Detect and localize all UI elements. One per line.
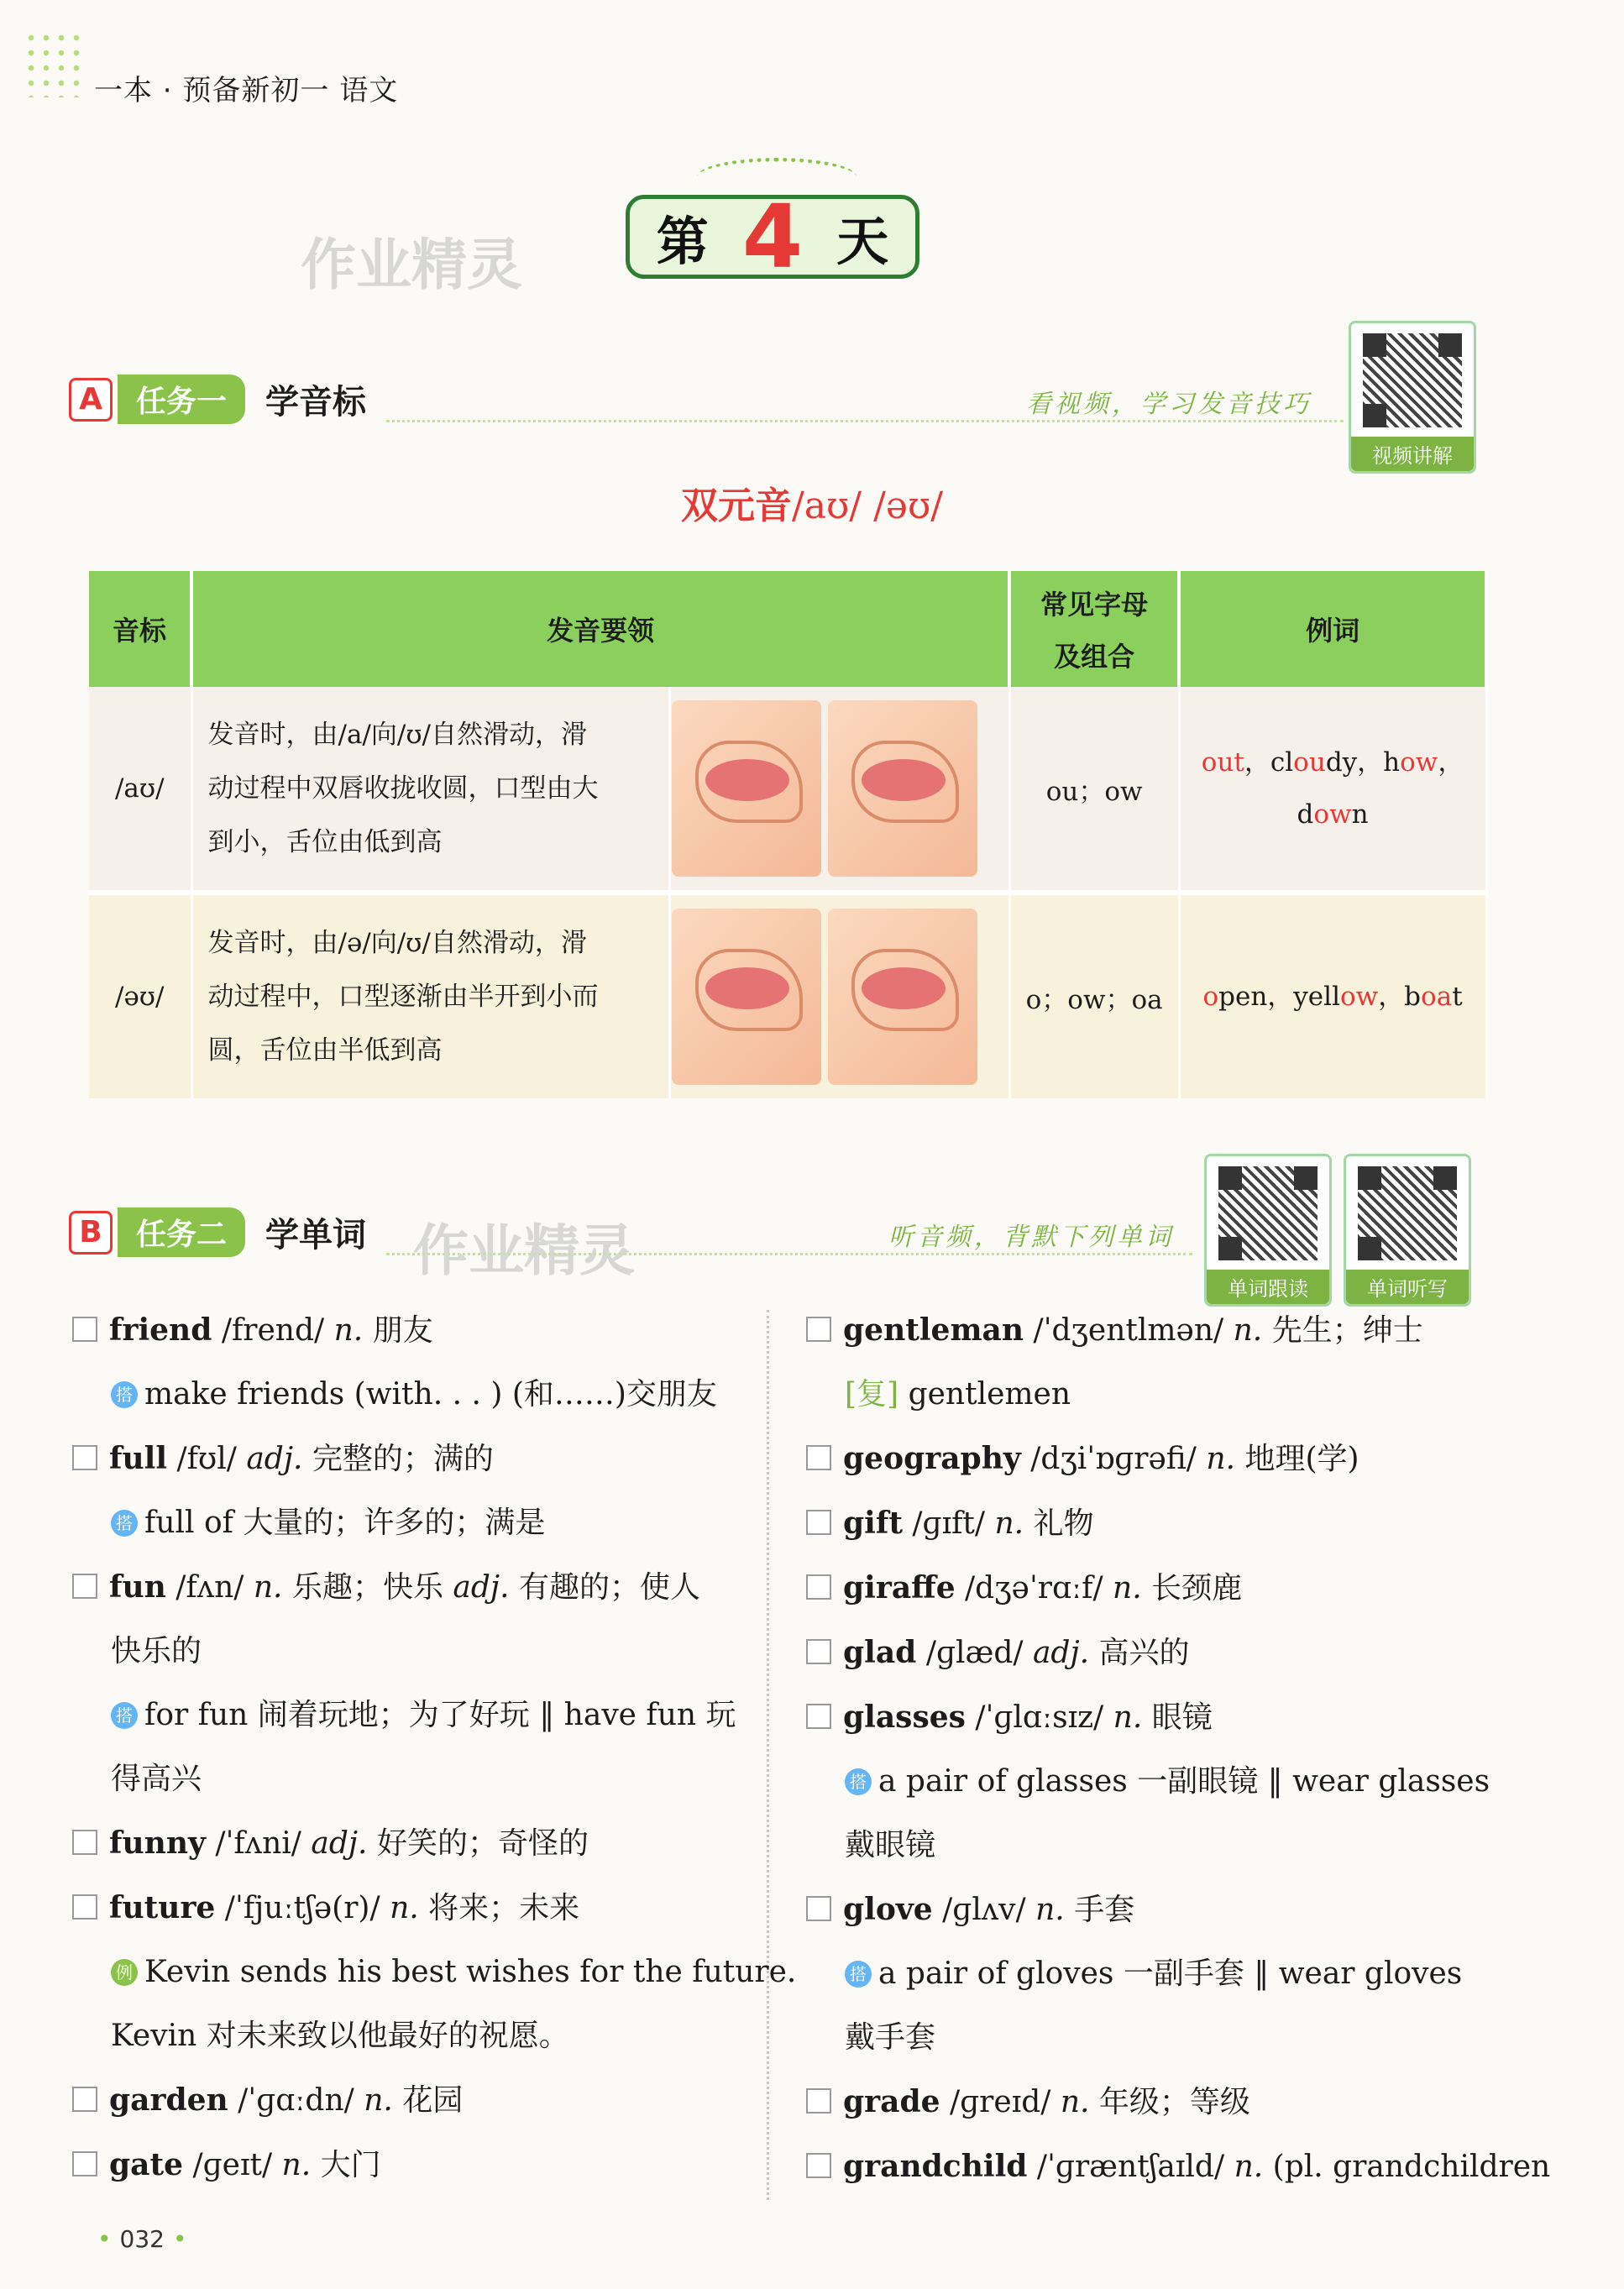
phrase-line: 搭 full of 大量的；许多的；满是 [72, 1491, 752, 1555]
row-examples [1179, 687, 1486, 890]
continuation-line: 快乐的 [111, 1634, 202, 1668]
checkbox[interactable] [806, 1704, 831, 1729]
list-item: glove /ɡlʌv/ n. 手套 [806, 1878, 1562, 1942]
tip-line: 动过程中，口型逐渐由半开到小而 [207, 982, 599, 1012]
watermark: 作业精灵 [413, 1218, 635, 1283]
tip-line: 发音时，由/a/向/ʊ/自然滑动，滑 [207, 720, 587, 750]
list-item: funny /ˈfʌni/ adj. 好笑的；奇怪的 [72, 1811, 752, 1876]
continuation-line: 得高兴 [111, 1762, 202, 1796]
header-tips: 发音要领 [191, 571, 1009, 687]
mouth-diagram-start [672, 700, 821, 877]
row-tips [191, 895, 669, 1098]
list-item: friend /frend/ n. 朋友 [72, 1298, 752, 1363]
qr-code-video[interactable] [1349, 321, 1476, 474]
list-item: grade /ɡreɪd/ n. 年级；等级 [806, 2070, 1562, 2134]
list-item: grandchild /ˈɡræntʃaɪld/ n. (pl. grandchildren [806, 2134, 1562, 2199]
qr-code-read-along[interactable] [1204, 1154, 1332, 1307]
checkbox[interactable] [806, 1896, 831, 1921]
phrase-tag-icon: 搭 [111, 1702, 138, 1729]
phrase-tag-icon: 搭 [111, 1510, 138, 1537]
header-ipa: 音标 [89, 571, 191, 687]
diphthong-label: 双元音 [680, 485, 792, 527]
book-header-title: 一本 · 预备新初一 语文 [94, 74, 399, 107]
checkbox[interactable] [72, 1574, 97, 1599]
phrase-tag-icon: 搭 [845, 1768, 872, 1795]
checkbox[interactable] [806, 1510, 831, 1535]
checkbox[interactable] [72, 1830, 97, 1855]
section-letter: B [69, 1211, 113, 1254]
day-title [626, 186, 919, 288]
continuation-line: 戴眼镜 [845, 1828, 936, 1862]
checkbox[interactable] [72, 1445, 97, 1470]
example-translation: Kevin 对未来致以他最好的祝愿。 [111, 2019, 569, 2053]
phrase-line: 搭 a pair of glasses 一副眼镜 ‖ wear glasses [806, 1750, 1562, 1814]
table-row [89, 895, 1486, 1098]
pronunciation-table [89, 571, 1488, 1098]
checkbox[interactable] [72, 2151, 97, 2176]
section-b-header [69, 1207, 366, 1257]
tip-line: 到小，舌位由低到高 [207, 827, 443, 857]
phrase-line: 搭 a pair of gloves 一副手套 ‖ wear gloves [806, 1942, 1562, 2006]
checkbox[interactable] [806, 1317, 831, 1342]
list-item: future /ˈfjuːtʃə(r)/ n. 将来；未来 [72, 1876, 752, 1941]
tip-line: 发音时，由/ə/向/ʊ/自然滑动，滑 [207, 928, 587, 958]
example-line: down [1297, 799, 1369, 830]
checkbox[interactable] [72, 1894, 97, 1920]
day-suffix: 天 [836, 210, 889, 272]
list-item: garden /ˈɡɑːdn/ n. 花园 [72, 2068, 752, 2133]
section-task-badge: 任务一 [118, 375, 245, 424]
mouth-diagrams [669, 687, 1009, 890]
section-hint: 听音频，背默下列单词 [888, 1223, 1174, 1252]
example-tag-icon: 例 [111, 1959, 138, 1986]
list-item: glasses /ˈɡlɑːsɪz/ n. 眼镜 [806, 1685, 1562, 1750]
qr-code-icon [1358, 1166, 1457, 1260]
mouth-diagrams [669, 895, 1009, 1098]
row-ipa: /əʊ/ [89, 895, 191, 1098]
checkbox[interactable] [72, 2087, 97, 2112]
checkbox[interactable] [806, 1445, 831, 1470]
section-letter: A [69, 378, 113, 422]
mouth-diagram-end [828, 909, 977, 1085]
column-divider [767, 1310, 769, 2200]
qr-code-icon [1363, 333, 1462, 427]
word-list-right [806, 1298, 1562, 2199]
phrase-line: 搭 make friends (with. . . ) (和……)交朋友 [72, 1363, 752, 1427]
diphthong-title [0, 475, 1624, 529]
qr-label: 视频讲解 [1351, 437, 1474, 471]
phrase-line: 搭 for fun 闹着玩地；为了好玩 ‖ have fun 玩 [72, 1684, 752, 1747]
plural-line: [复] gentlemen [845, 1377, 1071, 1412]
header-examples: 例词 [1179, 571, 1486, 687]
row-examples [1179, 895, 1486, 1098]
list-item: fun /fʌn/ n. 乐趣；快乐 adj. 有趣的；使人 [72, 1555, 752, 1620]
qr-code-dictation[interactable] [1344, 1154, 1471, 1307]
row-ipa: /aʊ/ [89, 687, 191, 890]
header-combinations [1009, 571, 1179, 687]
phrase-tag-icon: 搭 [845, 1961, 872, 1988]
row-combinations: o；ow；oa [1009, 895, 1179, 1098]
section-name: 学音标 [265, 383, 367, 422]
tip-line: 动过程中双唇收拢收圆，口型由大 [207, 773, 599, 804]
divider [386, 420, 1344, 422]
section-a-header [69, 375, 366, 424]
plural-tag: [复] [845, 1377, 899, 1412]
diphthong-ipa: /aʊ/ /əʊ/ [791, 485, 944, 527]
section-hint: 看视频，学习发音技巧 [1026, 390, 1312, 419]
checkbox[interactable] [806, 1574, 831, 1600]
phrase-tag-icon: 搭 [111, 1381, 138, 1408]
list-item: gentleman /ˈdʒentlmən/ n. 先生；绅士 [806, 1298, 1562, 1363]
row-tips [191, 687, 669, 890]
checkbox[interactable] [72, 1317, 97, 1342]
list-item: full /fʊl/ adj. 完整的；满的 [72, 1427, 752, 1491]
checkbox[interactable] [806, 2088, 831, 2114]
mouth-diagram-start [672, 909, 821, 1085]
list-item: geography /dʒiˈɒɡrəfi/ n. 地理(学) [806, 1427, 1562, 1491]
qr-code-icon [1218, 1166, 1318, 1260]
checkbox[interactable] [806, 2153, 831, 2178]
list-item: gift /ɡɪft/ n. 礼物 [806, 1491, 1562, 1556]
decorative-dots [24, 30, 84, 97]
list-item: gate /ɡeɪt/ n. 大门 [72, 2133, 752, 2197]
word-list-left [72, 1298, 797, 2197]
row-combinations: ou；ow [1009, 687, 1179, 890]
example-line: out，cloudy，how， [1201, 747, 1464, 778]
divider [386, 1253, 1192, 1255]
section-name: 学单词 [265, 1216, 367, 1254]
list-item: giraffe /dʒəˈrɑːf/ n. 长颈鹿 [806, 1556, 1562, 1621]
day-prefix: 第 [656, 210, 709, 272]
qr-label: 单词跟读 [1207, 1270, 1329, 1304]
page-number: • 032 • [97, 2225, 186, 2253]
header-comb-line1: 常见字母 [1040, 589, 1149, 621]
watermark: 作业精灵 [301, 233, 522, 297]
qr-label: 单词听写 [1346, 1270, 1469, 1304]
tip-line: 圆，舌位由半低到高 [207, 1035, 443, 1066]
day-number: 4 [741, 186, 804, 288]
header-comb-line2: 及组合 [1054, 641, 1135, 673]
example-line: open，yellow，boat [1202, 982, 1463, 1012]
checkbox[interactable] [806, 1639, 831, 1664]
continuation-line: 戴手套 [845, 2020, 936, 2055]
list-item: glad /ɡlæd/ adj. 高兴的 [806, 1621, 1562, 1685]
table-row [89, 687, 1486, 890]
section-task-badge: 任务二 [118, 1207, 245, 1257]
example-sentence: 例 Kevin sends his best wishes for the future. [72, 1941, 752, 2004]
mouth-diagram-end [828, 700, 977, 877]
